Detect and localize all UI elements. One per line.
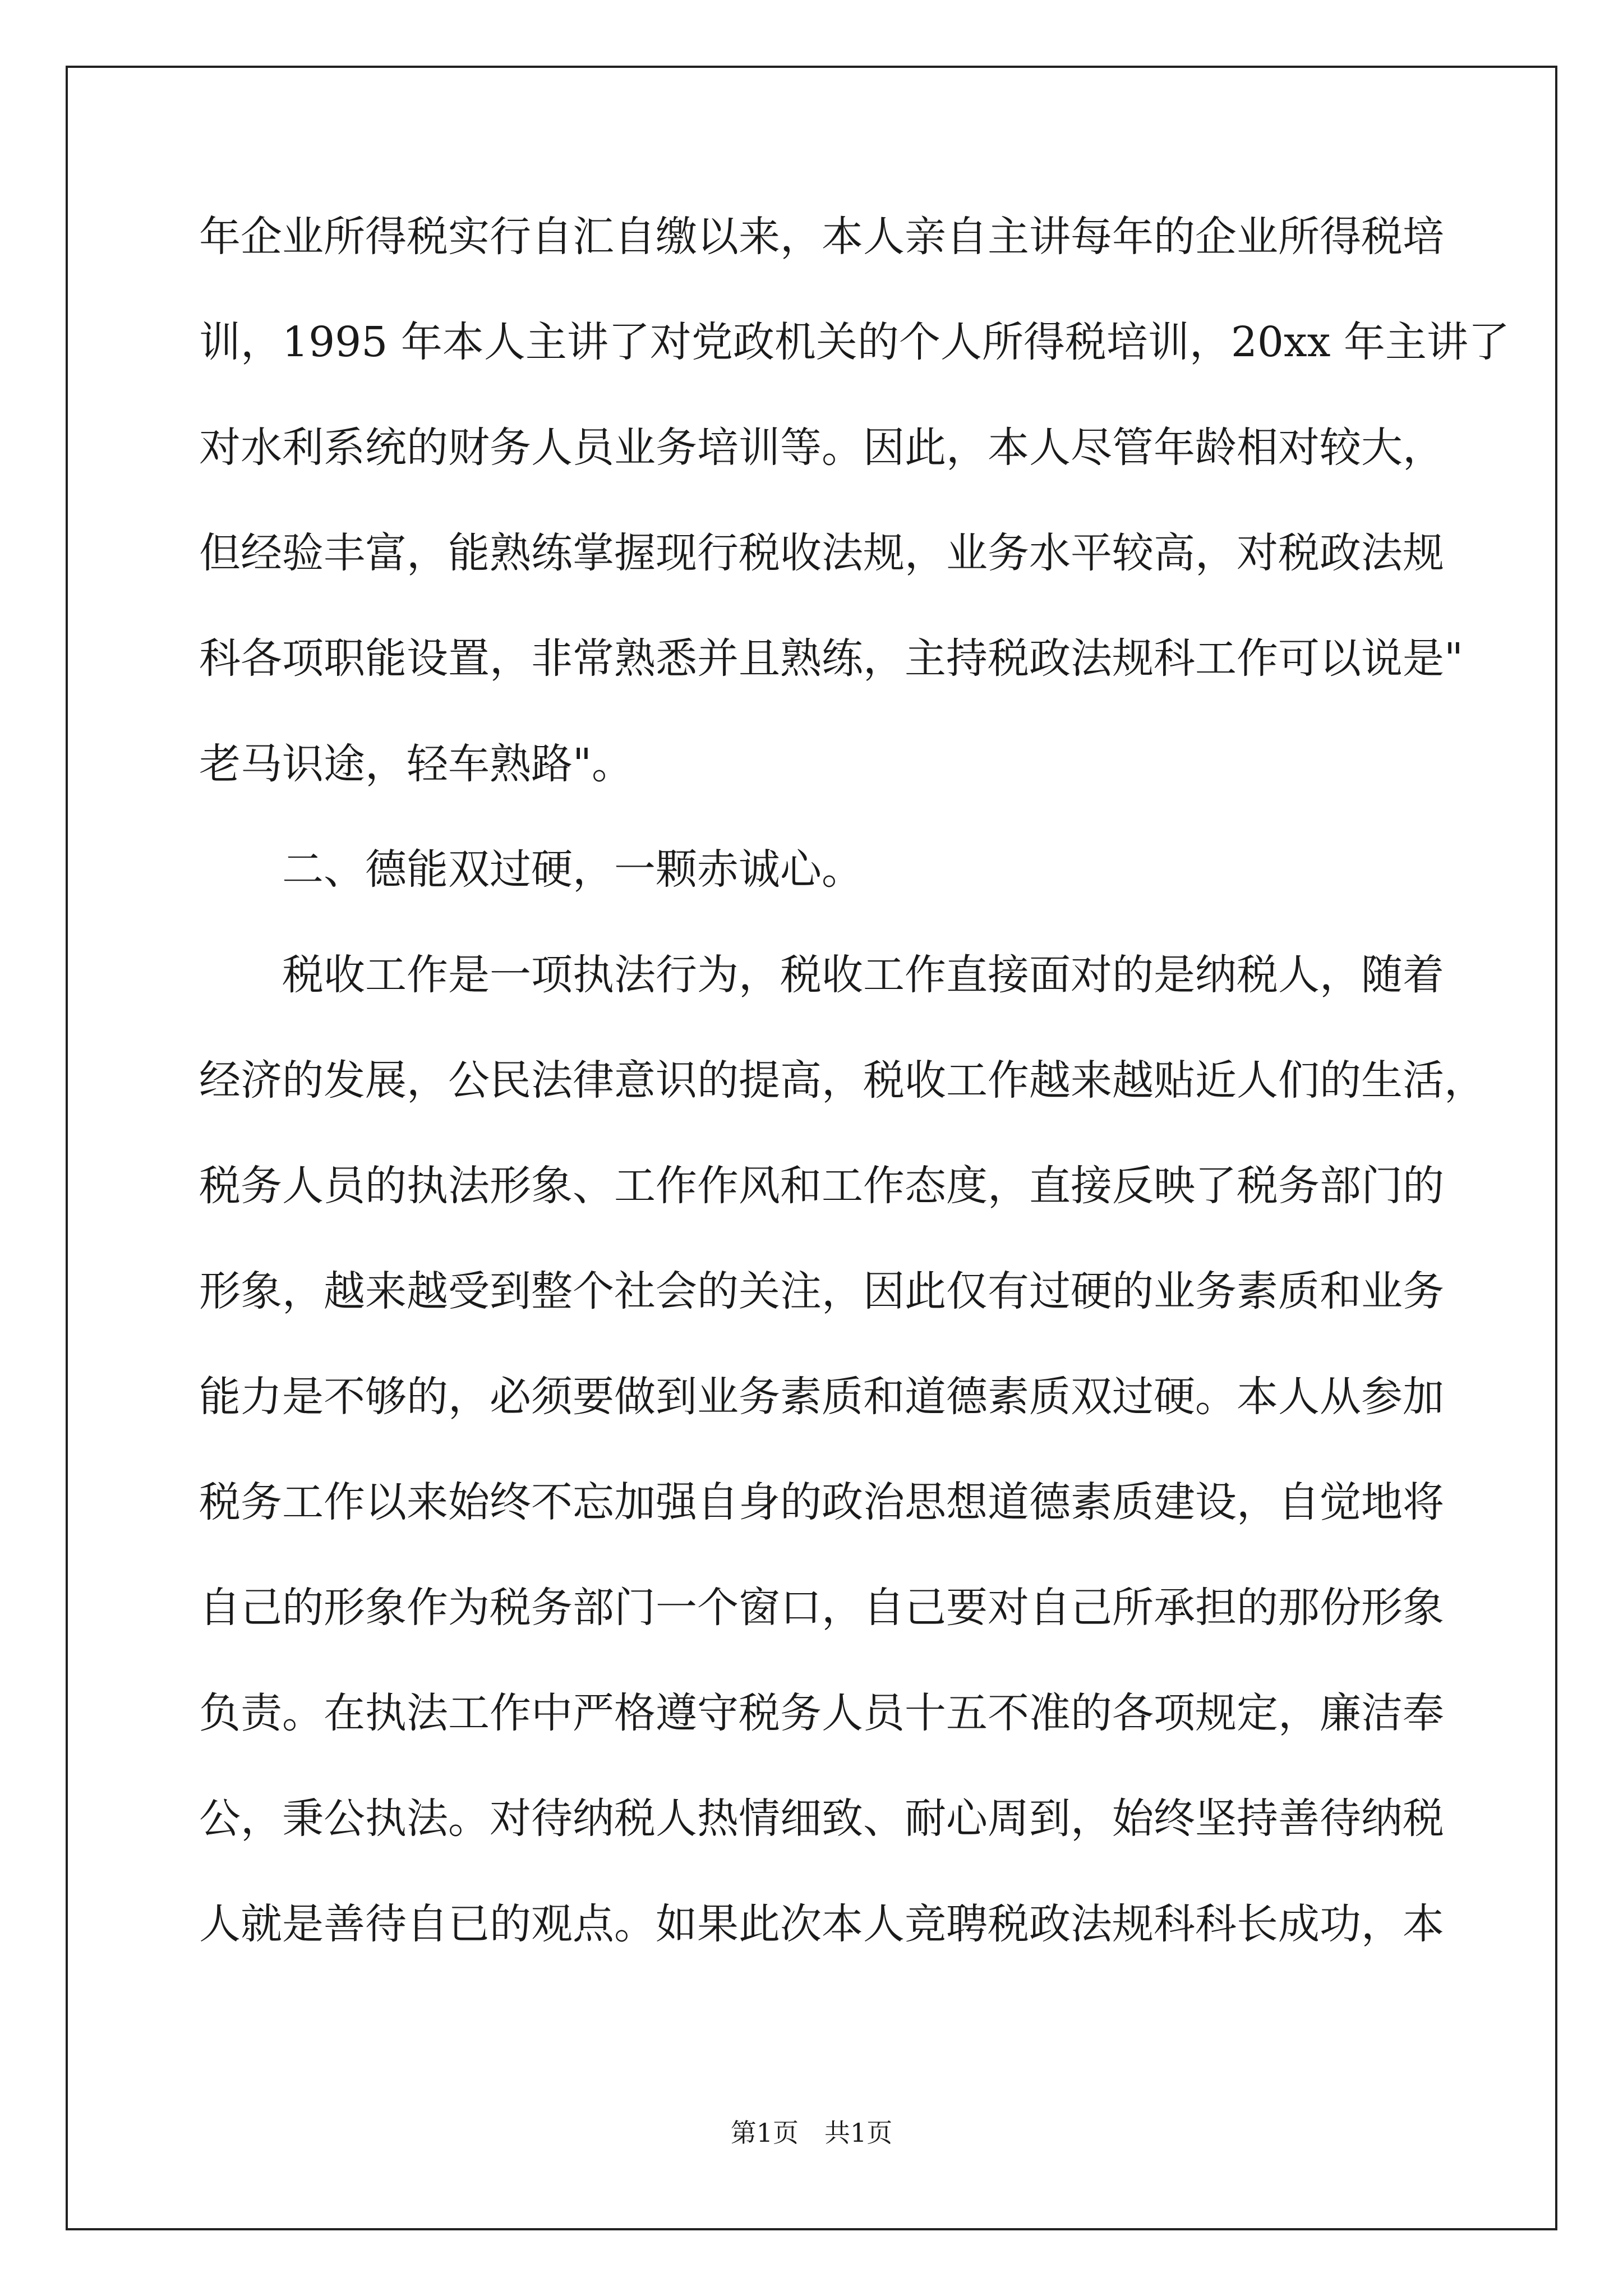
paragraph-line: 税收工作是一项执法行为，税收工作直接面对的是纳税人，随着 <box>282 951 1444 999</box>
paragraph-line: 对水利系统的财务人员业务培训等。因此，本人尽管年龄相对较大， <box>199 424 1444 472</box>
section-heading: 二、德能双过硬，一颗赤诚心。 <box>282 845 863 894</box>
paragraph-line: 但经验丰富，能熟练掌握现行税收法规，业务水平较高，对税政法规 <box>199 529 1444 577</box>
page-number-footer: 第1页 共1页 <box>730 2118 893 2148</box>
paragraph-line: 公，秉公执法。对待纳税人热情细致、耐心周到，始终坚持善待纳税 <box>199 1795 1444 1843</box>
paragraph-line: 人就是善待自已的观点。如果此次本人竞聘税政法规科科长成功，本 <box>199 1900 1444 1948</box>
paragraph-line: 年企业所得税实行自汇自缴以来，本人亲自主讲每年的企业所得税培 <box>199 213 1444 261</box>
paragraph-line: 形象，越来越受到整个社会的关注，因此仅有过硬的业务素质和业务 <box>199 1267 1444 1315</box>
paragraph-line: 经济的发展，公民法律意识的提高，税收工作越来越贴近人们的生活， <box>199 1056 1486 1105</box>
paragraph-line: 老马识途，轻车熟路"。 <box>199 740 634 788</box>
paragraph-line: 能力是不够的，必须要做到业务素质和道德素质双过硬。本人从参加 <box>199 1373 1444 1421</box>
paragraph-line: 负责。在执法工作中严格遵守税务人员十五不准的各项规定，廉洁奉 <box>199 1689 1444 1737</box>
paragraph-line: 科各项职能设置，非常熟悉并且熟练，主持税政法规科工作可以说是" <box>199 634 1464 683</box>
paragraph-line: 自己的形象作为税务部门一个窗口，自己要对自己所承担的那份形象 <box>199 1584 1444 1632</box>
paragraph-line: 税务工作以来始终不忘加强自身的政治思想道德素质建设，自觉地将 <box>199 1478 1444 1526</box>
paragraph-line: 税务人员的执法形象、工作作风和工作态度，直接反映了税务部门的 <box>199 1162 1444 1210</box>
paragraph-line: 训，1995 年本人主讲了对党政机关的个人所得税培训，20xx 年主讲了 <box>199 318 1510 366</box>
